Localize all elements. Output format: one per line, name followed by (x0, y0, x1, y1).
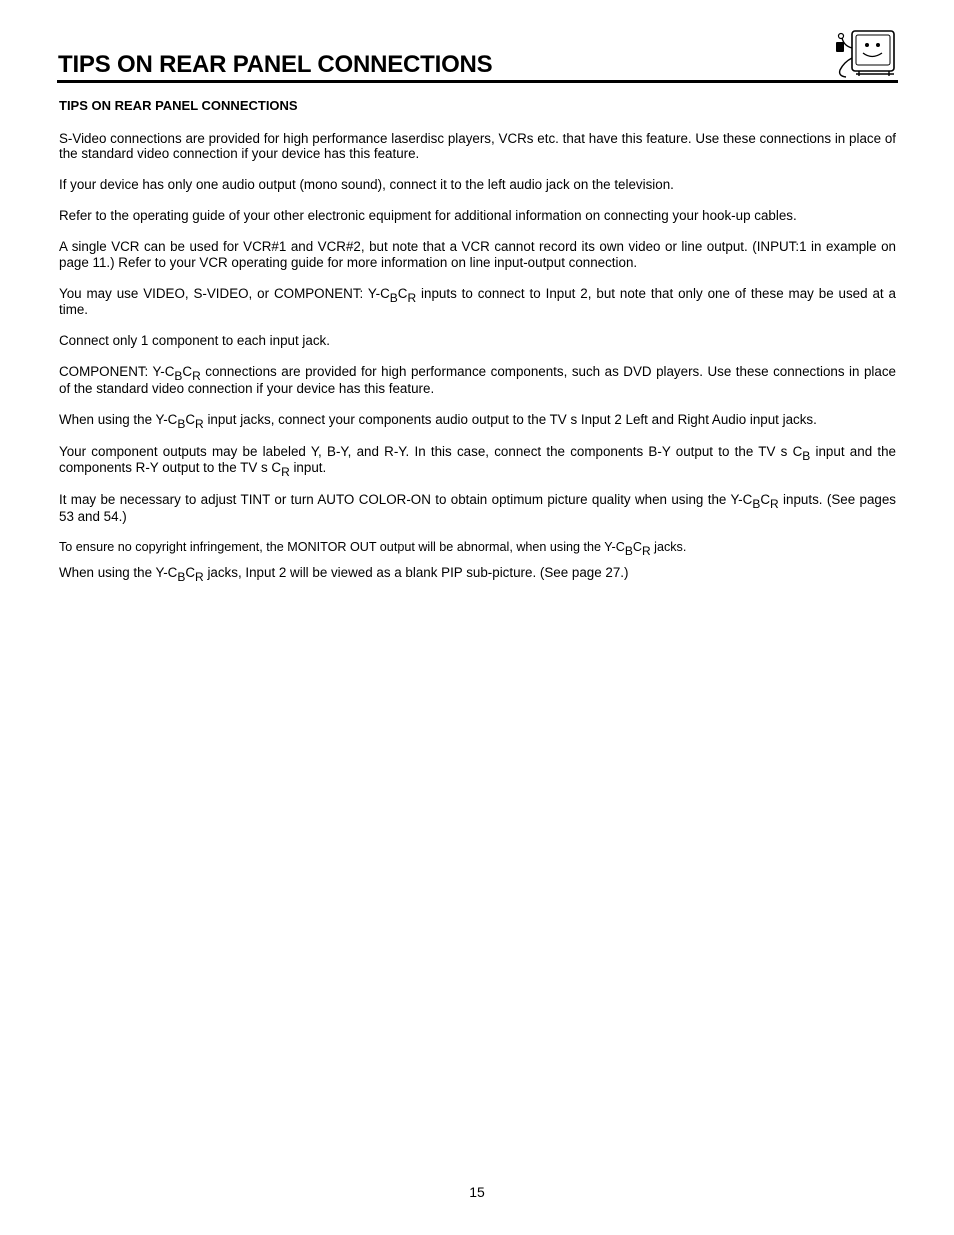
page-title: TIPS ON REAR PANEL CONNECTIONS (58, 51, 493, 78)
paragraph-pip: When using the Y-CBCR jacks, Input 2 will be viewed as a blank PIP sub-picture. (See page 27.) (59, 565, 629, 584)
paragraph-mono-audio: If your device has only one audio output (mono sound), connect it to the left audio jack on the television. (59, 177, 674, 192)
paragraph-component-labels: Your component outputs may be labeled Y, B-Y, and R-Y. In this case, connect the components B-Y output to the TV s CB input and the components R-Y output to the TV s CR input. (59, 443, 897, 479)
content-area (59, 98, 896, 597)
paragraph-input2-options: You may use VIDEO, S-VIDEO, or COMPONENT: Y-CBCR inputs to connect to Input 2, but note that only one of these may be used at a time. (59, 285, 897, 317)
paragraph-operating-guide: Refer to the operating guide of your other electronic equipment for additional information on connecting your hook-up cables. (59, 208, 797, 223)
paragraph-tint-adjust: It may be necessary to adjust TINT or turn AUTO COLOR-ON to obtain optimum picture quality when using the Y-CBCR inputs. (See pages 53 and 54.) (59, 492, 896, 524)
title-rule (57, 80, 898, 83)
paragraph-one-component: Connect only 1 component to each input jack. (59, 333, 330, 348)
page-number: 15 (469, 1184, 485, 1200)
section-heading: TIPS ON REAR PANEL CONNECTIONS (59, 98, 298, 113)
paragraph-svideo: S-Video connections are provided for high performance laserdisc players, VCRs etc. that have this feature. Use these connections in place of the standard video connection if your device has this feature. (59, 130, 896, 161)
paragraph-single-vcr: A single VCR can be used for VCR#1 and VCR#2, but note that a VCR cannot record its own video or line output. (INPUT:1 in example on page 11.) Refer to your VCR operating guide for more information on line input-output connection. (59, 239, 896, 270)
paragraph-component-connections: COMPONENT: Y-CBCR connections are provided for high performance components, such as DVD players. Use these connections in place of the standard video connection if your device has this feature. (59, 364, 896, 396)
paragraph-component-audio: When using the Y-CBCR input jacks, connect your components audio output to the TV s Input 2 Left and Right Audio input jacks. (59, 411, 817, 431)
paragraph-copyright: To ensure no copyright infringement, the MONITOR OUT output will be abnormal, when using the Y-CBCR jacks. (59, 539, 687, 558)
tv-mascot-icon (832, 28, 896, 80)
